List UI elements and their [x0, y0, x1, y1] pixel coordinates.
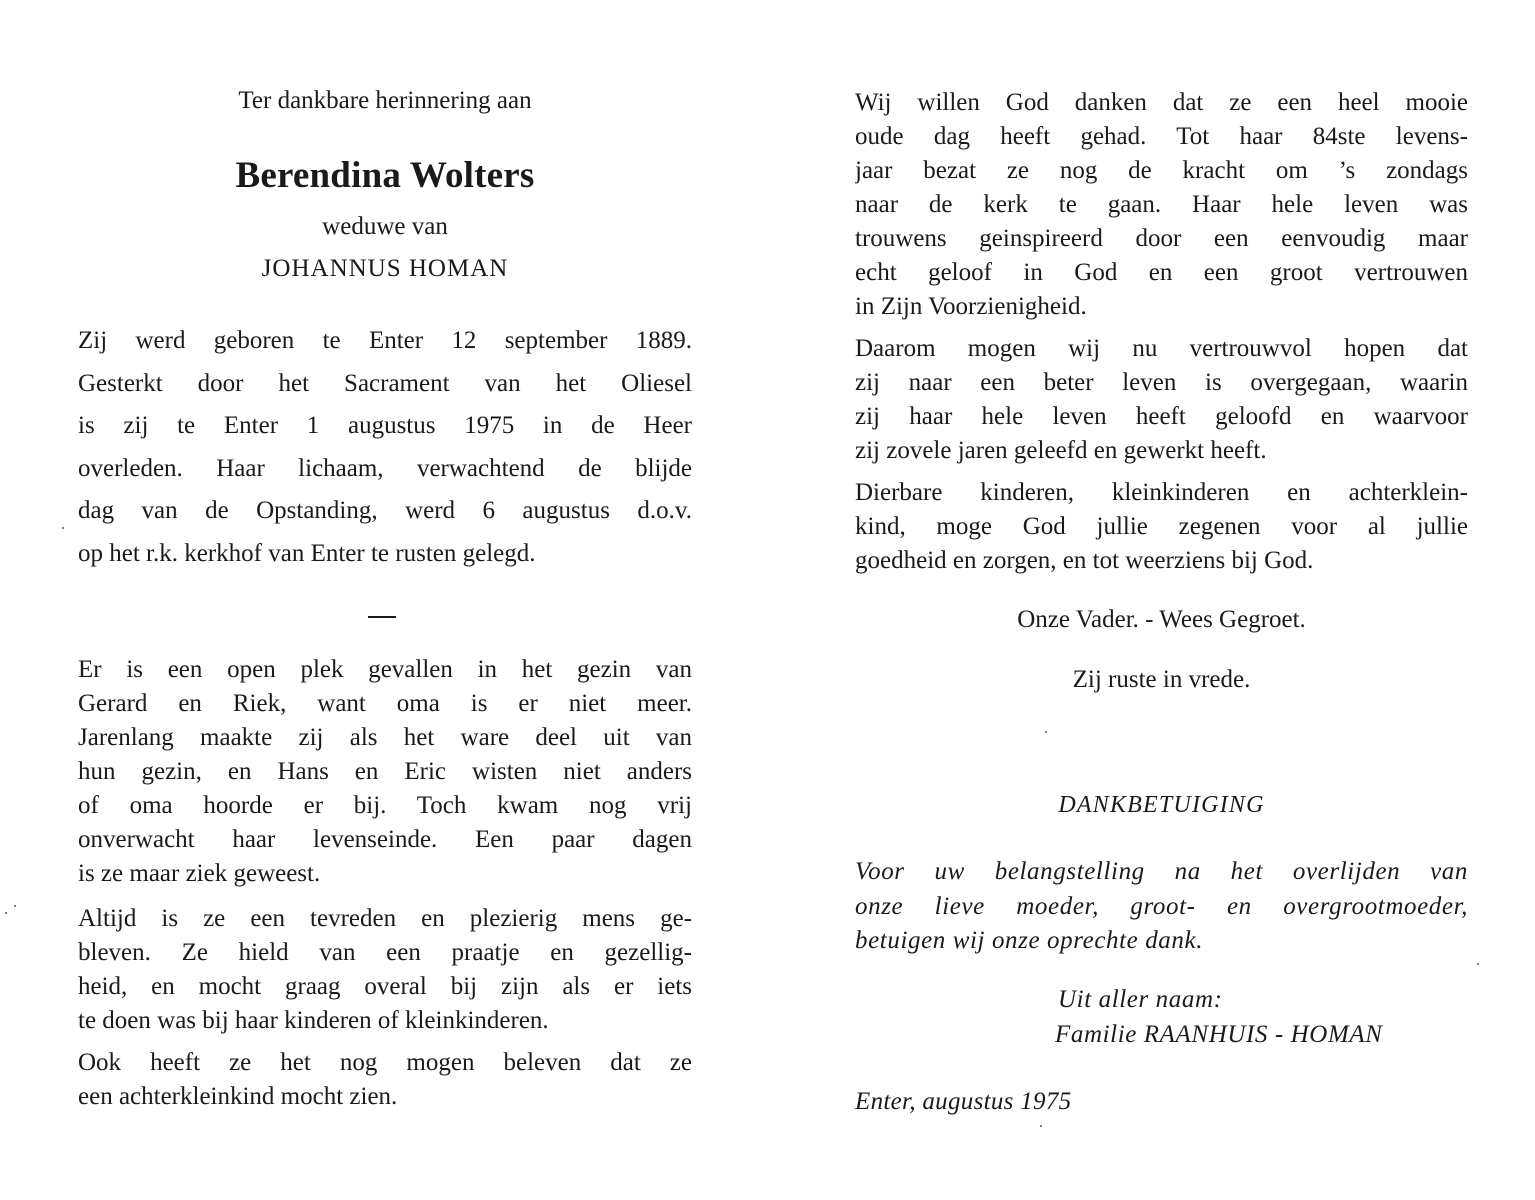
rest-in-peace-text: Zij ruste in vrede.: [1072, 666, 1251, 693]
biography-line: dag van de Opstanding, werd 6 augustus d.o.v.: [78, 497, 692, 525]
signature-name: Familie RAANHUIS - HOMAN: [1055, 1021, 1383, 1048]
biography-paragraph: [78, 320, 692, 576]
scan-speck: [14, 905, 16, 907]
family-paragraph: [78, 653, 692, 891]
paragraph-line: heid, en mocht graag overal bij zijn als er iets: [78, 973, 692, 1000]
scan-speck: [1040, 1125, 1042, 1127]
paragraph-line: Wij willen God danken dat ze een heel mooie: [855, 89, 1468, 116]
paragraph-line: jaar bezat ze nog de kracht om ’s zondags: [855, 157, 1468, 184]
paragraph-line: Altijd is ze een tevreden en plezierig mens ge-: [78, 905, 692, 932]
paragraph-line: hun gezin, en Hans en Eric wisten niet anders: [78, 758, 692, 785]
paragraph-line: in Zijn Voorzienigheid.: [855, 293, 1087, 320]
paragraph-line: goedheid en zorgen, en tot weerziens bij God.: [855, 547, 1314, 574]
paragraph-line: oude dag heeft gehad. Tot haar 84ste levens-: [855, 123, 1468, 150]
paragraph-line: Daarom mogen wij nu vertrouwvol hopen dat: [855, 335, 1468, 362]
paragraph-line: kind, moge God jullie zegenen voor al jullie: [855, 513, 1468, 540]
prayer-text: Onze Vader. - Wees Gegroet.: [1017, 606, 1306, 633]
hope-paragraph: [855, 332, 1468, 468]
paragraph-line: onverwacht haar levenseinde. Een paar dagen: [78, 826, 692, 853]
widow-of-text: weduwe van: [322, 213, 448, 240]
scan-speck: [62, 527, 64, 529]
great-grandchild-paragraph: [78, 1046, 692, 1114]
paragraph-line: naar de kerk te gaan. Haar hele leven was: [855, 191, 1468, 218]
paragraph-line: Er is een open plek gevallen in het gezin van: [78, 656, 692, 683]
paragraph-line: trouwens geinspireerd door een eenvoudig maar: [855, 225, 1468, 252]
paragraph-line: echt geloof in God en een groot vertrouwen: [855, 259, 1468, 286]
paragraph-line: Dierbare kinderen, kleinkinderen en achterklein-: [855, 479, 1468, 506]
biography-line: overleden. Haar lichaam, verwachtend de blijde: [78, 454, 692, 482]
thanks-heading: DANKBETUIGING: [1058, 792, 1265, 818]
paragraph-line: Ook heeft ze het nog mogen beleven dat ze: [78, 1049, 692, 1076]
character-paragraph: [78, 902, 692, 1038]
paragraph-line: Voor uw belangstelling na het overlijden van: [855, 858, 1468, 885]
thanks-paragraph: [855, 855, 1468, 959]
paragraph-line: zij zovele jaren geleefd en gewerkt heeft.: [855, 437, 1267, 464]
scan-speck: [5, 912, 7, 914]
paragraph-line: bleven. Ze hield van een praatje en gezellig-: [78, 939, 692, 966]
paragraph-line: is ze maar ziek geweest.: [78, 860, 321, 887]
scan-speck: [1477, 963, 1479, 965]
biography-line: Gesterkt door het Sacrament van het Oliesel: [78, 369, 692, 397]
paragraph-line: Jarenlang maakte zij als het ware deel uit van: [78, 724, 692, 751]
gratitude-paragraph: [855, 86, 1468, 324]
intro-text: Ter dankbare herinnering aan: [238, 87, 532, 114]
biography-line: is zij te Enter 1 augustus 1975 in de Heer: [78, 412, 692, 440]
scan-speck: [1045, 731, 1047, 733]
signature-label: Uit aller naam:: [1058, 986, 1223, 1013]
paragraph-line: zij naar een beter leven is overgegaan, waarin: [855, 369, 1468, 396]
paragraph-line: onze lieve moeder, groot- en overgrootmoeder,: [855, 892, 1468, 920]
section-divider: [368, 616, 396, 618]
paragraph-line: of oma hoorde er bij. Toch kwam nog vrij: [78, 792, 692, 819]
place-and-date: Enter, augustus 1975: [855, 1088, 1072, 1115]
paragraph-line: een achterkleinkind mocht zien.: [78, 1083, 398, 1110]
blessing-paragraph: [855, 476, 1468, 578]
biography-line: op het r.k. kerkhof van Enter te rusten gelegd.: [78, 539, 536, 567]
paragraph-line: te doen was bij haar kinderen of kleinkinderen.: [78, 1007, 549, 1034]
husband-name: JOHANNUS HOMAN: [261, 255, 509, 282]
biography-line: Zij werd geboren te Enter 12 september 1889.: [78, 327, 692, 354]
paragraph-line: Gerard en Riek, want oma is er niet meer.: [78, 690, 692, 717]
paragraph-line: zij haar hele leven heeft geloofd en waarvoor: [855, 403, 1468, 430]
deceased-name: Berendina Wolters: [235, 155, 535, 196]
paragraph-line: betuigen wij onze oprechte dank.: [855, 927, 1204, 954]
